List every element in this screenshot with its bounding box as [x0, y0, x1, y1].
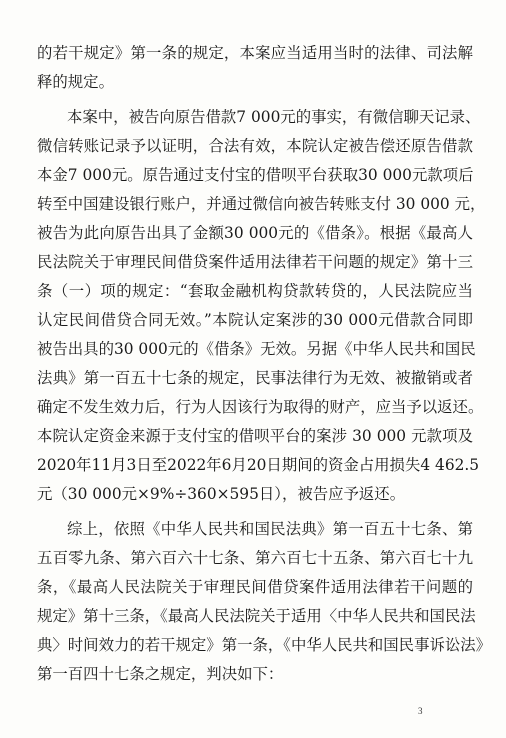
text-line: 本金7 000元。原告通过支付宝的借呗平台获取30 000元款项后: [37, 166, 474, 184]
text-line: 民法院关于审理民间借贷案件适用法律若干问题的规定》第十三: [37, 253, 473, 271]
text-line: 条，《最高人民法院关于审理民间借贷案件适用法律若干问题的: [37, 578, 473, 596]
text-line: 综上，依照《中华人民共和国民法典》第一百五十七条、第: [67, 520, 473, 538]
text-line: 被告为此向原告出具了金额30 000元的《借条》。根据《最高人: [37, 224, 473, 242]
text-line: 微信转账记录予以证明，合法有效，本院认定被告偿还原告借款: [37, 137, 473, 155]
text-line: 释的规定。: [37, 73, 114, 91]
text-line: 法典》第一百五十七条的规定，民事法律行为无效、被撤销或者: [37, 369, 473, 387]
text-line: 认定民间借贷合同无效。”本院认定案涉的30 000元借款合同即: [37, 311, 473, 329]
text-line: 元（30 000元×9%÷360×595日），被告应予返还。: [37, 485, 406, 503]
text-line: 确定不发生效力后，行为人因该行为取得的财产，应当予以返还。: [37, 398, 484, 416]
text-line: 五百零九条、第六百六十七条、第六百七十五条、第六百七十九: [37, 549, 473, 567]
text-line: 本案中，被告向原告借款7 000元的事实，有微信聊天记录、: [67, 108, 481, 126]
page-number: 3: [418, 706, 423, 716]
text-line: 本院认定资金来源于支付宝的借呗平台的案涉 30 000 元款项及: [37, 427, 473, 445]
text-line: 典〉时间效力的若干规定》第一条，《中华人民共和国民事诉讼法》: [37, 636, 492, 654]
text-line: 规定》第十三条，《最高人民法院关于适用〈中华人民共和国民法: [37, 607, 476, 625]
text-line: 条（一）项的规定：“套取金融机构贷款转贷的，人民法院应当: [37, 282, 473, 300]
text-line: 第一百四十七条之规定，判决如下：: [37, 665, 284, 683]
text-line: 被告出具的30 000元的《借条》无效。另据《中华人民共和国民: [37, 340, 476, 358]
text-line: 2020年11月3日至2022年6月20日期间的资金占用损失4 462.5: [37, 456, 480, 474]
text-line: 转至中国建设银行账户，并通过微信向被告转账支付 30 000 元，: [37, 195, 486, 213]
text-line: 的若干规定》第一条的规定，本案应当适用当时的法律、司法解: [37, 44, 473, 62]
